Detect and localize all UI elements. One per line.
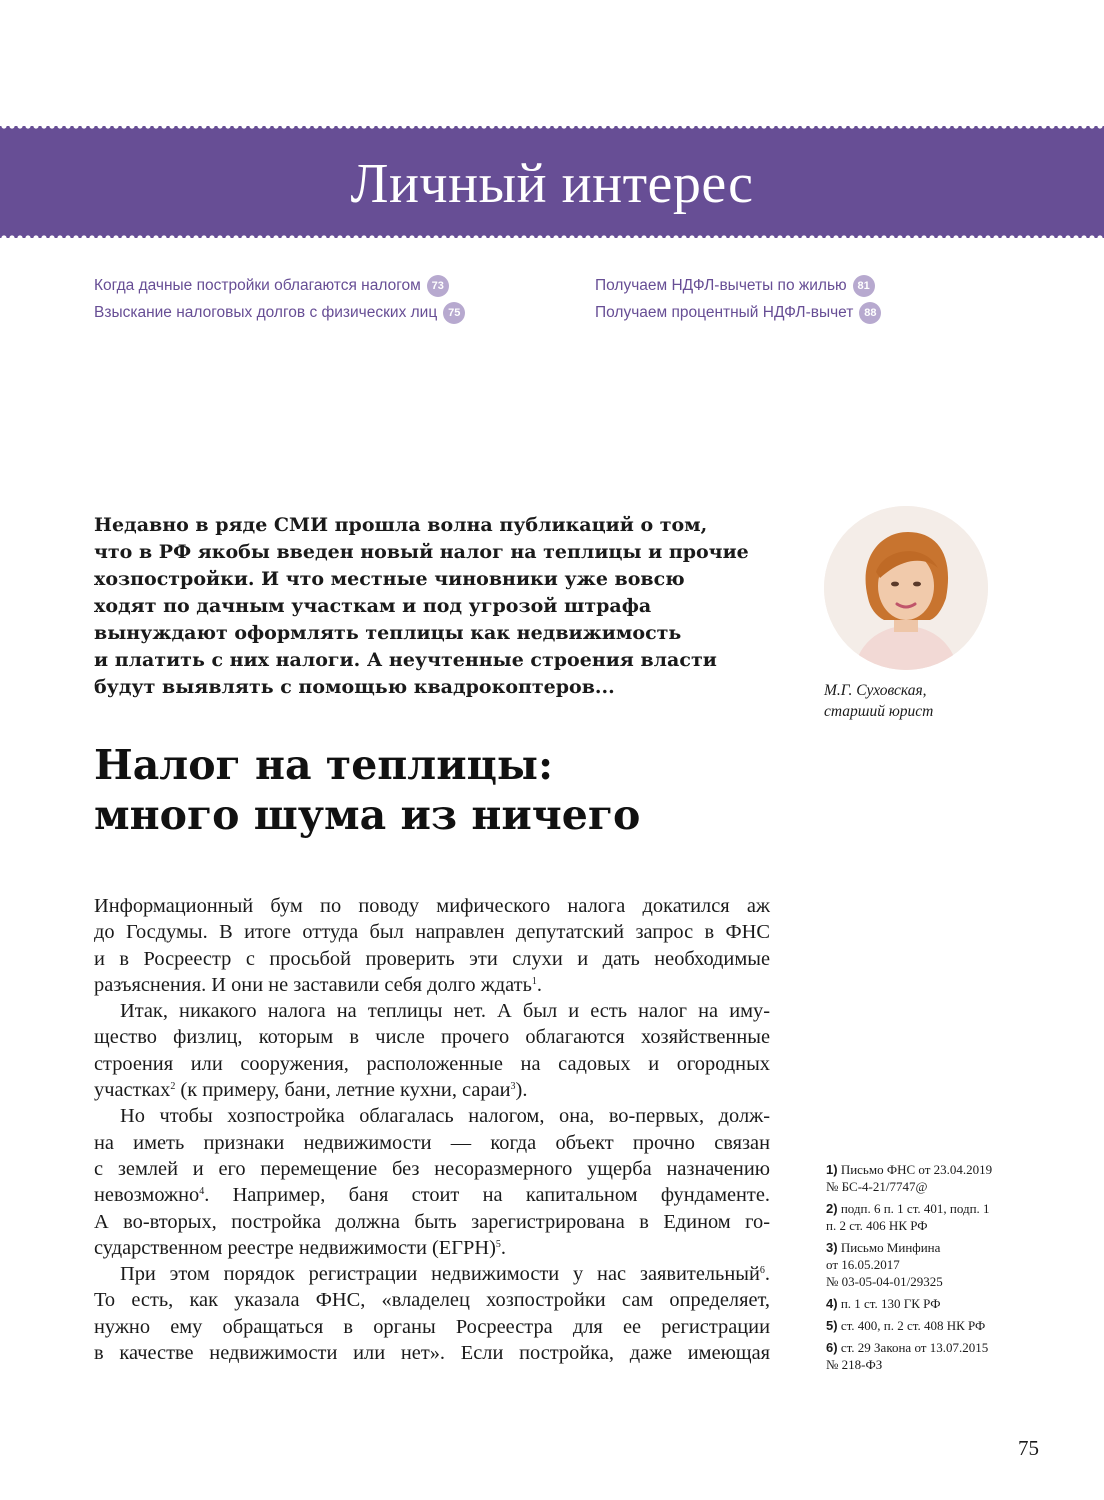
body-line: щество физлиц, которым в числе прочего облагаются хозяйственные [94,1026,770,1049]
body-line: и в Росреестр с просьбой проверить эти слухи и дать необходимые [94,947,770,970]
footnotes [826,1161,1046,1378]
author-name: М.Г. Суховская, [824,682,927,699]
body-line: на иметь признаки недвижимости — когда объект прочно связан [94,1131,770,1154]
portrait-illustration [824,506,988,670]
body-line: сударственном реестре недвижимости (ЕГРН)$^5$. [94,1236,507,1259]
page-badge: 75 [443,302,465,324]
body-line: до Госдумы. В итоге оттуда был направлен депутатский запрос в ФНС [94,921,770,944]
toc-left [94,272,465,326]
page-badge: 73 [427,275,449,297]
lead-line: будут выявлять с помощью квадрокоптеров... [94,676,615,698]
footnote-number: 3) [826,1240,838,1255]
footnote-ref[interactable]: 3 [510,1081,516,1093]
toc-label[interactable]: Получаем процентный НДФЛ-вычет [595,303,854,321]
body-line: Итак, никакого налога на теплицы нет. А был и есть налог на иму- [120,1000,770,1023]
lead-paragraph [94,512,794,701]
body-line: А во-вторых, постройка должна быть зарегистрирована в Едином го- [94,1210,770,1233]
footnote: 3) Письмо Минфина от 16.05.2017 № 03-05-04-01/29325 [826,1240,943,1289]
footnote-number: 4) [826,1296,838,1311]
footnote: 5) ст. 400, п. 2 ст. 408 НК РФ [826,1318,986,1333]
footnote-ref[interactable]: 4 [199,1186,205,1198]
lead-line: вынуждают оформлять теплицы как недвижимость [94,622,682,644]
toc-link[interactable] [94,299,465,326]
author-role: старший юрист [824,703,934,720]
body-line: в качестве недвижимости или нет». Если постройка, даже имеющая [94,1342,770,1365]
page-number: 75 [1018,1436,1039,1460]
footnote: 6) ст. 29 Закона от 13.07.2015 № 218-ФЗ [826,1340,989,1372]
footnote-number: 1) [826,1162,838,1177]
footnote-ref[interactable]: 5 [495,1238,501,1250]
body-line: нужно ему обращаться в органы Росреестра для ее регистрации [94,1315,770,1338]
page-badge: 88 [859,302,881,324]
toc-link[interactable] [595,272,881,299]
footnote-ref[interactable]: 6 [759,1265,765,1277]
article-body [94,893,770,1366]
lead-line: Недавно в ряде СМИ прошла волна публикаций о том, [94,514,708,536]
body-line: разъяснения. И они не заставили себя долго ждать$^1$. [94,973,542,996]
body-line: То есть, как указала ФНС, «владелец хозпостройки сам определяет, [94,1289,770,1312]
section-banner [0,126,1104,238]
lead-line: и платить с них налоги. А неучтенные строения власти [94,649,717,671]
lead-line: ходят по дачным участкам и под угрозой штрафа [94,595,652,617]
body-line: невозможно$^4$. Например, баня стоит на капитальном фундаменте. [94,1184,770,1207]
body-line: с землей и его перемещение без несоразмерного ущерба назначению [94,1157,770,1180]
section-title: Личный интерес [350,153,754,215]
toc-label[interactable]: Получаем НДФЛ-вычеты по жилью [595,276,847,294]
footnote-number: 6) [826,1340,838,1355]
body-line: участках$^2$ (к примеру, бани, летние кухни, сараи$^3$). [94,1079,528,1102]
footnote-ref[interactable]: 2 [170,1081,176,1093]
footnote-number: 2) [826,1201,838,1216]
toc-link[interactable] [94,272,465,299]
author-caption [824,680,933,722]
toc-label[interactable]: Взыскание налоговых долгов с физических лиц [94,303,438,321]
title-line: Налог на теплицы: [94,741,554,789]
toc-right [595,272,881,326]
footnote-number: 5) [826,1318,838,1333]
body-line: строения или сооружения, расположенные на садовых и огородных [94,1052,770,1075]
page-badge: 81 [853,275,875,297]
body-line: Но чтобы хозпостройка облагалась налогом, она, во-первых, долж- [120,1105,770,1128]
lead-line: хозпостройки. И что местные чиновники уже вовсю [94,568,685,590]
author-photo [824,506,988,670]
footnote: 1) Письмо ФНС от 23.04.2019 № БС-4-21/7747@ [826,1162,993,1194]
footnote: 4) п. 1 ст. 130 ГК РФ [826,1296,941,1311]
body-line: Информационный бум по поводу мифического налога докатился аж [94,895,770,917]
article-title [94,740,814,840]
footnote: 2) подп. 6 п. 1 ст. 401, подп. 1 п. 2 ст. 406 НК РФ [826,1201,990,1233]
toc-link[interactable] [595,299,881,326]
body-line: При этом порядок регистрации недвижимости у нас заявительный$^6$. [120,1263,770,1286]
title-line: много шума из ничего [94,791,641,839]
lead-line: что в РФ якобы введен новый налог на теплицы и прочие [94,541,749,563]
toc-label[interactable]: Когда дачные постройки облагаются налогом [94,276,421,294]
footnote-ref[interactable]: 1 [531,975,537,987]
